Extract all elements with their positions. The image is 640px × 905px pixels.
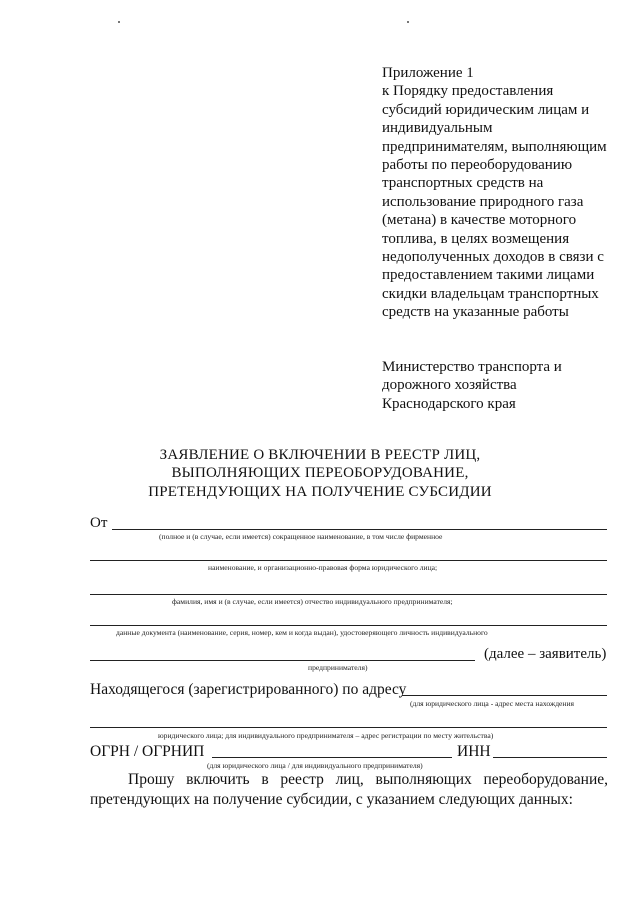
addressee-line: Министерство транспорта и bbox=[382, 359, 562, 375]
appendix-line: использование природного газа bbox=[382, 193, 584, 210]
addressee-line: дорожного хозяйства bbox=[382, 377, 517, 394]
hint-address-legal: (для юридического лица - адрес места нахождения bbox=[410, 699, 575, 708]
title-line: ЗАЯВЛЕНИЕ О ВКЛЮЧЕНИИ В РЕЕСТР ЛИЦ, bbox=[159, 447, 481, 463]
document-title bbox=[0, 446, 640, 501]
request-line-2: претендующих на получение субсидии, с указанием следующих данных: bbox=[90, 791, 573, 808]
addressee-block bbox=[382, 358, 562, 413]
appendix-line: недополученных доходов в связи с bbox=[382, 249, 604, 266]
address-label: Находящегося (зарегистрированного) по адресу bbox=[90, 681, 407, 698]
appendix-line: транспортных средств на bbox=[382, 175, 544, 192]
hint-entrepreneur-name: фамилия, имя и (в случае, если имеется) отчество индивидуального предпринимателя; bbox=[172, 597, 453, 606]
appendix-line: работы по переоборудованию bbox=[382, 157, 573, 174]
request-line-1: Прошу включить в реестр лиц, выполняющих переоборудование, bbox=[128, 771, 608, 788]
applicant-name-field-2[interactable] bbox=[90, 560, 607, 561]
from-label: От bbox=[90, 515, 108, 531]
inn-label: ИНН bbox=[457, 743, 491, 760]
appendix-line: предоставлением такими лицами bbox=[382, 267, 595, 284]
title-line: ПРЕТЕНДУЮЩИХ НА ПОЛУЧЕНИЕ СУБСИДИИ bbox=[148, 483, 492, 500]
applicant-suffix: (далее – заявитель) bbox=[484, 646, 607, 662]
title-line: ВЫПОЛНЯЮЩИХ ПЕРЕОБОРУДОВАНИЕ, bbox=[171, 465, 469, 482]
address-field-2[interactable] bbox=[90, 727, 607, 728]
request-paragraph bbox=[90, 770, 608, 810]
appendix-line: средств на указанные работы bbox=[382, 304, 569, 321]
ogrn-label: ОГРН / ОГРНИП bbox=[90, 743, 205, 760]
hint-legal-form: наименование, и организационно-правовая форма юридического лица; bbox=[208, 563, 438, 572]
hint-address-entrepreneur: юридического лица; для индивидуального предпринимателя – адрес регистрации по месту жительства) bbox=[158, 731, 494, 740]
appendix-block bbox=[382, 64, 630, 322]
appendix-line: топлива, в целях возмещения bbox=[382, 230, 570, 247]
hint-ogrn: (для юридического лица / для индивидуального предпринимателя) bbox=[207, 761, 423, 770]
inn-field[interactable] bbox=[493, 757, 607, 758]
address-field[interactable] bbox=[402, 695, 607, 696]
entrepreneur-name-field[interactable] bbox=[90, 594, 607, 595]
identity-document-field-2[interactable] bbox=[90, 660, 475, 661]
addressee-line: Краснодарского края bbox=[382, 395, 516, 412]
appendix-line: Приложение 1 bbox=[382, 65, 474, 81]
applicant-name-field[interactable] bbox=[112, 529, 607, 530]
hint-identity-document: данные документа (наименование, серия, номер, кем и когда выдан), удостоверяющего личность индивидуального bbox=[116, 628, 488, 637]
appendix-line: предпринимателям, выполняющим bbox=[382, 138, 607, 155]
appendix-line: (метана) в качестве моторного bbox=[382, 212, 577, 229]
appendix-line: скидки владельцам транспортных bbox=[382, 285, 599, 302]
appendix-line: к Порядку предоставления bbox=[382, 83, 554, 100]
hint-entrepreneur: предпринимателя) bbox=[308, 663, 368, 672]
scan-speck bbox=[407, 21, 409, 23]
appendix-line: индивидуальным bbox=[382, 120, 493, 137]
appendix-line: субсидий юридическим лицам и bbox=[382, 101, 590, 118]
scan-speck bbox=[118, 21, 120, 23]
identity-document-field[interactable] bbox=[90, 625, 607, 626]
hint-full-name: (полное и (в случае, если имеется) сокращенное наименование, в том числе фирменное bbox=[159, 532, 443, 541]
ogrn-field[interactable] bbox=[212, 757, 452, 758]
